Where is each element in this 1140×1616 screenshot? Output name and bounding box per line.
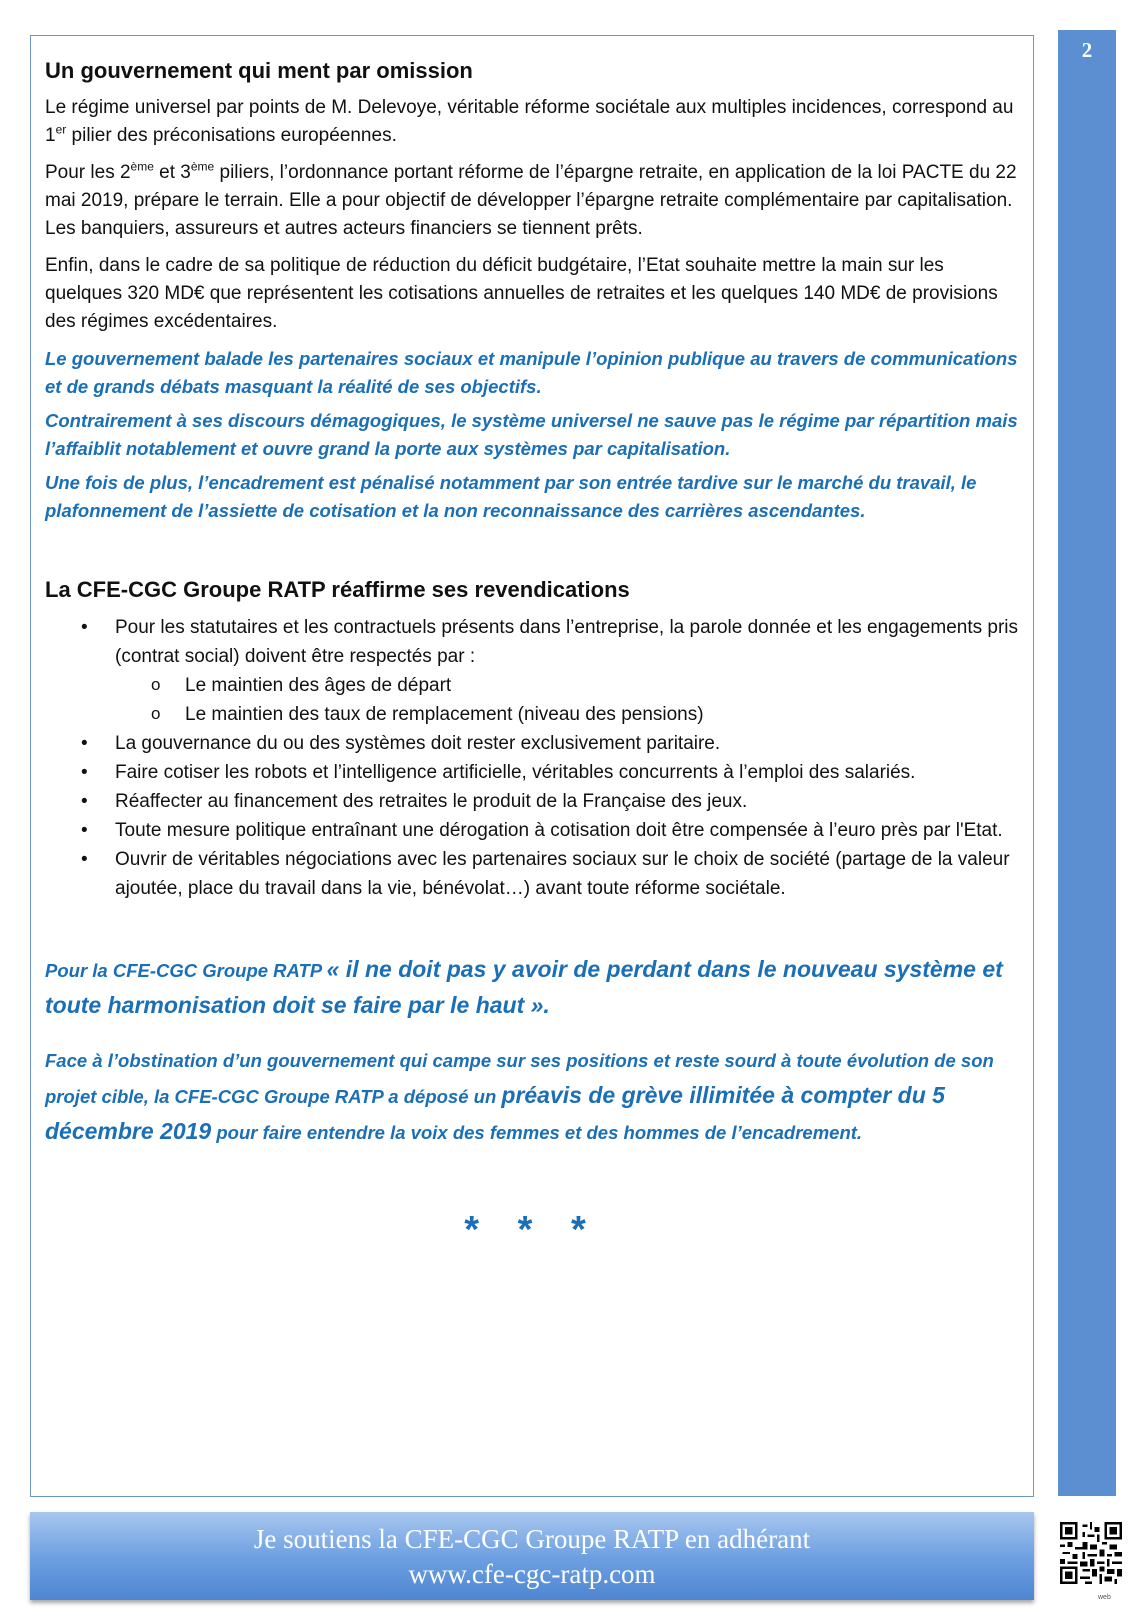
list-item: • La gouvernance du ou des systèmes doit rester exclusivement paritaire. [115,729,1019,758]
paragraph-deficit: Enfin, dans le cadre de sa politique de réduction du déficit budgétaire, l’Etat souhaite mettre la main sur les quelques 320 MD€ que représentent les cotisations annuelles de retraites et les quelques 140 MD€ de provisions des régimes excédentaires. [45,255,998,332]
paragraph-regime-universel: Le régime universel par points de M. Delevoye, véritable réforme sociétale aux multiples incidences, correspond au 1er pilier des préconisations européennes. [45,97,1014,146]
side-bar [1058,30,1116,1496]
footer-website-link[interactable]: www.cfe-cgc-ratp.com [408,1559,656,1589]
section-title-omission: Un gouvernement qui ment par omission [45,58,473,83]
qr-caption: web [1098,1594,1111,1601]
emphasis-repartition: Contrairement à ses discours démagogiques, le système universel ne sauve pas le régime par répartition mais l’affaiblit notablement et ouvre grand la porte aux systèmes par capitalisation. [45,410,1018,459]
list-item: • Toute mesure politique entraînant une dérogation à cotisation doit être compensée à l’euro près par l'Etat. [115,816,1019,845]
section-title-revendications: La CFE-CGC Groupe RATP réaffirme ses revendications [45,577,630,602]
final-statement: Face à l’obstination d’un gouvernement qui campe sur ses positions et reste sourd à toute évolution de son projet cible, la CFE-CGC Groupe RATP a déposé un préavis de grève illimitée à compter du 5 décembre 2019 pour faire entendre la voix des femmes et des hommes de l’encadrement. [45,1050,994,1144]
content-box [30,35,1034,1497]
footer-banner[interactable] [30,1512,1034,1600]
list-item: • Réaffecter au financement des retraites le produit de la Française des jeux. [115,787,1019,816]
claims-list [45,613,1019,903]
page-number: 2 [1081,38,1093,62]
list-item: • Pour les statutaires et les contractuels présents dans l’entreprise, la parole donnée et les engagements pris (contrat social) doivent être respectés par : o Le maintien des âges de départ o Le maintien des taux de remplacement (niveau des pensions) [115,613,1019,729]
paragraph-piliers: Pour les 2ème et 3ème piliers, l’ordonnance portant réforme de l’épargne retraite, en application de la loi PACTE du 22 mai 2019, prépare le terrain. Elle a pour objectif de développer l’épargne retraite complémentaire par capitalisation. Les banquiers, assureurs et autres acteurs financiers se tiennent prêts. [45,159,1017,239]
sub-list-item: o Le maintien des taux de remplacement (niveau des pensions) [185,700,1019,729]
list-item: • Faire cotiser les robots et l’intelligence artificielle, véritables concurrents à l’emploi des salariés. [115,758,1019,787]
stars-separator: * * * [464,1209,600,1251]
footer-line-membership: Je soutiens la CFE-CGC Groupe RATP en adhérant [253,1524,811,1554]
emphasis-partenaires: Le gouvernement balade les partenaires sociaux et manipule l’opinion publique au travers de communications et de grands débats masquant la réalité de ses objectifs. [45,348,1018,397]
sub-list [115,671,1019,729]
list-item: • Ouvrir de véritables négociations avec les partenaires sociaux sur le choix de société (partage de la valeur ajoutée, place du travail dans la vie, bénévolat…) avant toute réforme sociétale. [115,845,1019,903]
emphasis-encadrement: Une fois de plus, l’encadrement est pénalisé notamment par son entrée tardive sur le marché du travail, le plafonnement de l’assiette de cotisation et la non reconnaissance des carrières ascendantes. [45,472,977,521]
sub-list-item: o Le maintien des âges de départ [185,671,1019,700]
quote-perdant: Pour la CFE-CGC Groupe RATP « il ne doit pas y avoir de perdant dans le nouveau système et toute harmonisation doit se faire par le haut ». [45,956,1003,1018]
qr-code-icon [1060,1522,1122,1584]
